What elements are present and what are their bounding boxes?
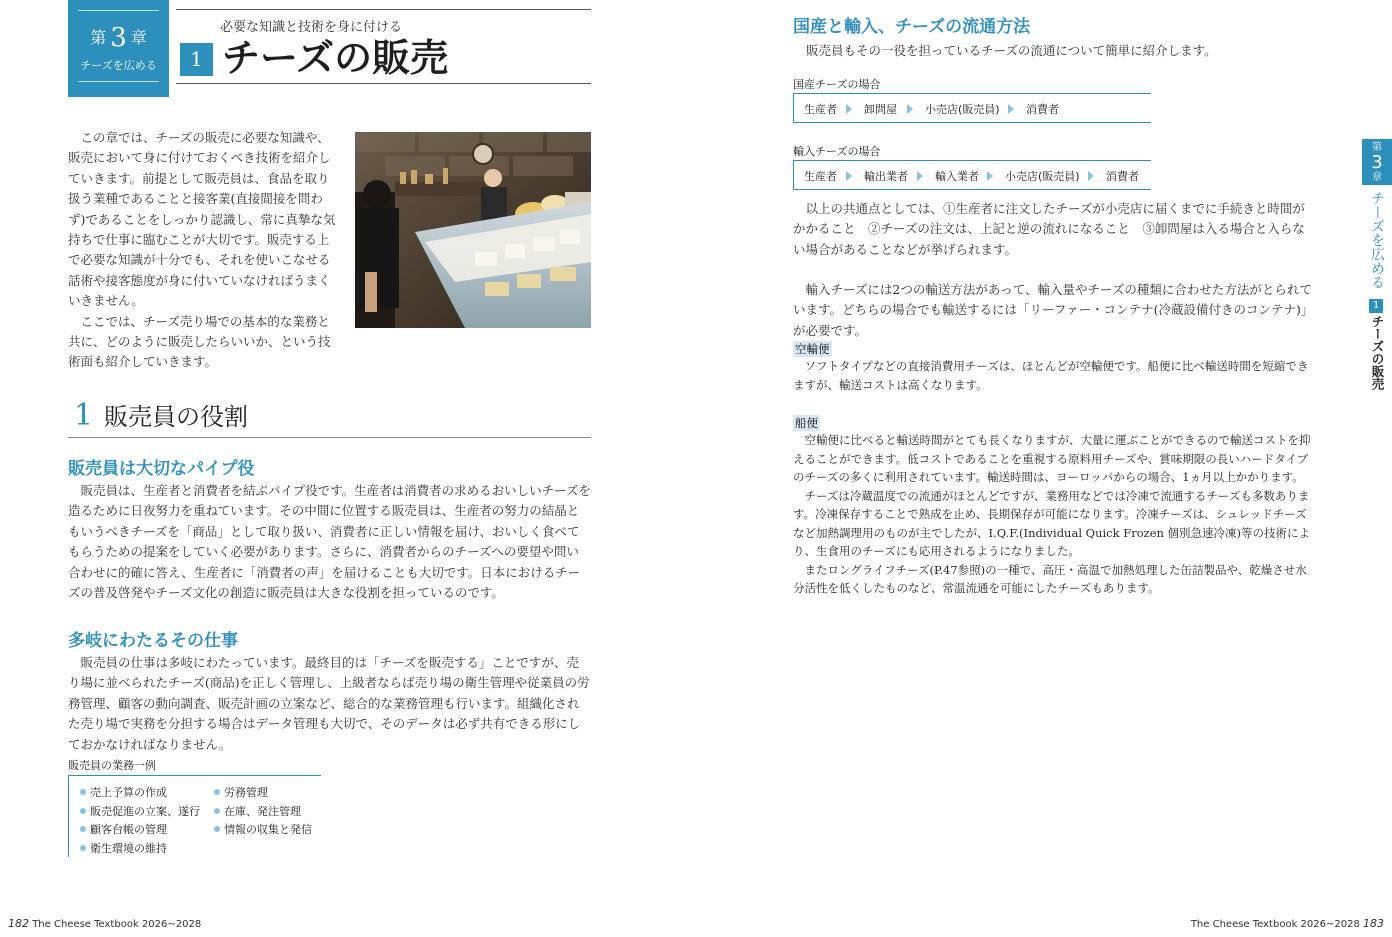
page-subtitle: 必要な知識と技術を身に付ける [220,20,403,35]
duty-item: 売上予算の作成 [80,784,200,803]
duties-vertical-bar [68,775,69,857]
flow-step: 生産者 [804,103,837,116]
flow-step: 卸問屋 [864,103,897,116]
cheese-counter-image [355,132,591,328]
subheading-pipe-role: 販売員は大切なパイプ役 [68,459,255,479]
arrow-right-icon [907,104,913,114]
subheading-work: 多岐にわたるその仕事 [68,631,238,651]
chapter-number: 第 3 章 [90,23,147,53]
duty-item: 顧客台帳の管理 [80,821,200,840]
edge-chapter-prefix: 第 [1372,142,1382,153]
duties-list-col1 [80,784,200,858]
flow-step: 消費者 [1026,103,1059,116]
flow-step: 小売店(販売員) [1005,170,1080,183]
flow-step: 生産者 [804,170,837,183]
arrow-right-icon [1088,171,1094,181]
distribution-heading: 国産と輸入、チーズの流通方法 [793,17,1031,37]
duty-item: 衛生環境の維持 [80,840,200,859]
intro-paragraph: ここでは、チーズ売り場での基本的な業務と共に、どのように販売したらいいか、という技術面も紹介していきます。 [68,313,331,370]
flow-step: 小売店(販売員) [925,103,1000,116]
distribution-intro: 販売員もその一役を担っているチーズの流通について簡単に紹介します。 [806,43,1217,58]
transport-paragraph: 輸入チーズには2つの輸送方法があって、輸入量やチーズの種類に合わせた方法がとられています。どちらの場合でも輸送するには「リーファー・コンテナ(冷蔵設備付きのコンテナ)」が必要です。 [793,282,1314,338]
sea-freight-paragraph: またロングライフチーズ(P.47参照)の一種で、高圧・高温で加熱処理した缶詰製品や、乾燥させ水分活性を低くしたものなど、常温流通を可能にしたチーズもあります。 [793,562,1307,595]
sea-freight-paragraph: 空輸便に比べると輸送時間がとても長くなりますが、大量に運ぶことができるので輸送コストを抑えることができます。低コストであることを重視する原料用チーズや、賞味期限の長いハードタイプのチーズの多くに利用されています。輸送時間は、ヨーロッパからの場合、1ヵ月以上かかります。 [793,433,1311,484]
chapter-name: チーズを広める [80,59,157,72]
duty-item: 在庫、発注管理 [214,803,312,822]
flow-step: 消費者 [1106,170,1139,183]
edge-section-number: 1 [1369,299,1383,313]
bullet-dot-icon [80,789,86,795]
page-title: チーズの販売 [222,35,449,80]
duties-rule [68,775,321,776]
arrow-right-icon [917,171,923,181]
edge-chapter-name: チーズを広める [1369,191,1385,289]
import-flow [793,160,1151,190]
duty-item: 販売促進の立案、遂行 [80,803,200,822]
edge-chapter-tab [1362,139,1392,185]
duties-title: 販売員の業務一例 [68,759,156,772]
paragraph-pipe-role: 販売員は、生産者と消費者を結ぶパイプ役です。生産者は消費者の求めるおいしいチーズを造るために日夜努力を重ねています。その中間に位置する販売員は、生産者の努力の結晶ともいうべきチーズを「商品」として取り扱い、消費者に正しい情報を届け、おいしく食べてもらうための提案をしていく必要があります。さらに、消費者からのチーズへの要望や問い合わせに的確に答え、生産者に「消費者の声」を届けることも大切です。日本におけるチーズの普及啓発やチーズ文化の創造に販売員は大きな役割を担っているのです。 [68,483,592,601]
flow-step: 輸入業者 [935,170,979,183]
edge-section-name: チーズの販売 [1370,315,1385,390]
paragraph-work: 販売員の仕事は多岐にわたっています。最終目的は「チーズを販売する」ことですが、売り場に並べられたチーズ(商品)を正しく管理し、上級者ならば売り場の衛生管理や従業員の労務管理、顧客の動向調査、販売計画の立案など、総合的な業務管理も行います。組織化された売り場で実務を分担する場合はデータ管理も大切で、そのデータは必ず共有できる形にしておかなければなりません。 [68,655,590,752]
air-freight-text: ソフトタイプなどの直接消費用チーズは、ほとんどが空輸便です。船便に比べ輸送時間を短縮できますが、輸送コストは高くなります。 [793,359,1309,392]
bullet-dot-icon [214,789,220,795]
title-number-badge: 1 [180,43,213,76]
bullet-dot-icon [80,845,86,851]
duty-item: 情報の収集と発信 [214,821,312,840]
domestic-flow [793,93,1151,123]
folio-right: The Cheese Textbook 2026~2028 183 [1190,917,1384,930]
section-title: 販売員の役割 [104,403,248,431]
domestic-flow-label: 国産チーズの場合 [793,78,881,91]
folio-left: 182 The Cheese Textbook 2026~2028 [8,917,202,930]
bullet-dot-icon [214,826,220,832]
arrow-right-icon [987,171,993,181]
section-number: 1 [74,398,94,433]
duties-list-col2 [214,784,312,840]
common-points-paragraph: 以上の共通点としては、①生産者に注文したチーズが小売店に届くまでに手続きと時間がかかること ②チーズの注文は、上記と逆の流れになること ③卸問屋は入る場合と入らない場合があることなどが挙げられます。 [793,201,1305,257]
air-freight-tag: 空輸便 [795,342,830,356]
shop-photo [355,132,591,328]
title-rule-bottom [176,83,591,84]
sea-freight-text [793,431,1317,598]
bullet-dot-icon [80,808,86,814]
sea-freight-paragraph: チーズは冷蔵温度での流通がほとんどですが、業務用などでは冷凍で流通するチーズも多数あります。冷凍保存することで熟成を止め、長期保存が可能になります。冷凍チーズは、シュレッドチーズなど加熱調理用のものが主でしたが、I.Q.F.(Individual Quick Frozen 個別急速冷凍)等の技術により、生食用のチーズにも応用されるようになりました。 [793,488,1311,558]
arrow-right-icon [1008,104,1014,114]
section-rule [68,437,591,438]
arrow-right-icon [846,171,852,181]
edge-chapter-number: 3 [1371,152,1383,173]
sea-freight-tag: 船便 [795,416,818,430]
bullet-dot-icon [80,826,86,832]
chapter-tab [68,0,169,97]
flow-step: 輸出業者 [864,170,908,183]
intro-paragraph: この章では、チーズの販売に必要な知識や、販売において身に付けておくべき技術を紹介していきます。前提として販売員は、食品を取り扱う業種であることと接客業(直接間接を問わず)であることをしっかり認識し、常に真摯な気持ちで仕事に臨むことが大切です。販売する上で必要な知識が十分でも、それを使いこなせる話術や接客態度が身に付いていなければうまくいきません。 [68,130,336,309]
arrow-right-icon [846,104,852,114]
import-flow-label: 輸入チーズの場合 [793,145,881,158]
intro-text [68,128,340,373]
duty-item: 労務管理 [214,784,312,803]
edge-chapter-suffix: 章 [1372,172,1382,183]
title-rule-top [176,9,591,10]
bullet-dot-icon [214,808,220,814]
